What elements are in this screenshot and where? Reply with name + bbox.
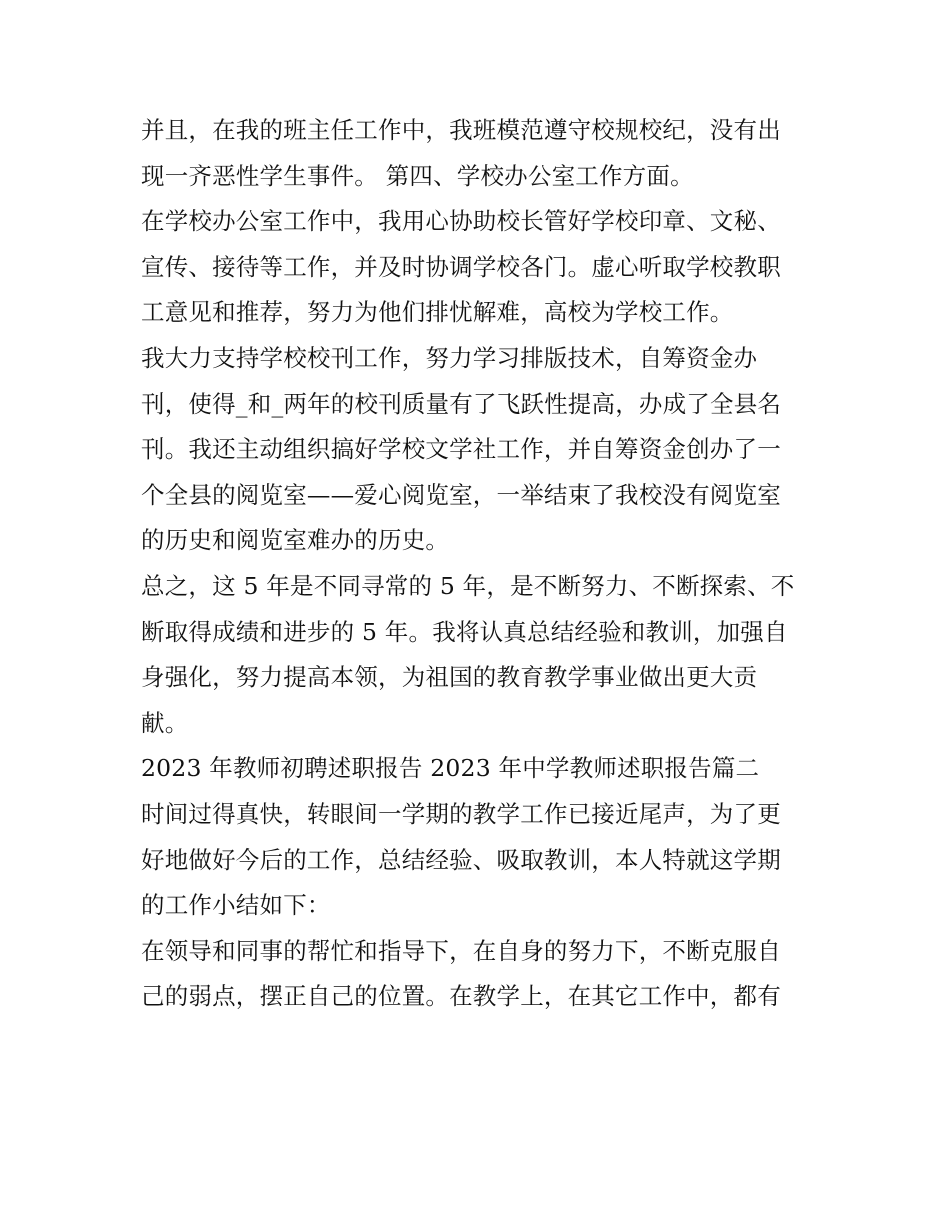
text-line: 时间过得真快，转眼间一学期的教学工作已接近尾声，为了更	[141, 799, 781, 828]
text-line: 在学校办公室工作中，我用心协助校长管好学校印章、文秘、	[141, 207, 781, 236]
text-line: 断取得成绩和进步的 5 年。我将认真总结经验和教训，加强自	[141, 617, 788, 646]
text-line: 个全县的阅览室——爱心阅览室，一举结束了我校没有阅览室	[141, 480, 781, 509]
text-line: 献。	[141, 708, 189, 737]
text-line: 身强化，努力提高本领，为祖国的教育教学事业做出更大贡	[141, 663, 758, 692]
text-line: 刊。我还主动组织搞好学校文学社工作，并自筹资金创办了一	[141, 435, 781, 464]
text-line: 总之，这 5 年是不同寻常的 5 年，是不断努力、不断探索、不	[141, 571, 795, 600]
text-line: 在领导和同事的帮忙和指导下，在自身的努力下，不断克服自	[141, 936, 781, 965]
text-line: 我大力支持学校校刊工作，努力学习排版技术，自筹资金办	[141, 343, 758, 372]
text-line: 的历史和阅览室难办的历史。	[141, 526, 450, 555]
text-line: 工意见和推荐，努力为他们排忧解难，高校为学校工作。	[141, 298, 734, 327]
text-line: 刊，使得_和_两年的校刊质量有了飞跃性提高，办成了全县名	[141, 389, 782, 418]
text-line: 的工作小结如下：	[141, 891, 331, 920]
text-line: 宣传、接待等工作，并及时协调学校各门。虚心听取学校教职	[141, 252, 781, 281]
text-line: 并且，在我的班主任工作中，我班模范遵守校规校纪，没有出	[141, 116, 781, 144]
text-line: 现一齐恶性学生事件。 第四、学校办公室工作方面。	[141, 161, 694, 190]
text-line: 己的弱点，摆正自己的位置。在教学上，在其它工作中，都有	[141, 982, 781, 1011]
body-text	[141, 108, 813, 1020]
text-line: 好地做好今后的工作，总结经验、吸取教训，本人特就这学期	[141, 845, 781, 874]
section-heading: 2023 年教师初聘述职报告 2023 年中学教师述职报告篇二	[141, 754, 760, 783]
